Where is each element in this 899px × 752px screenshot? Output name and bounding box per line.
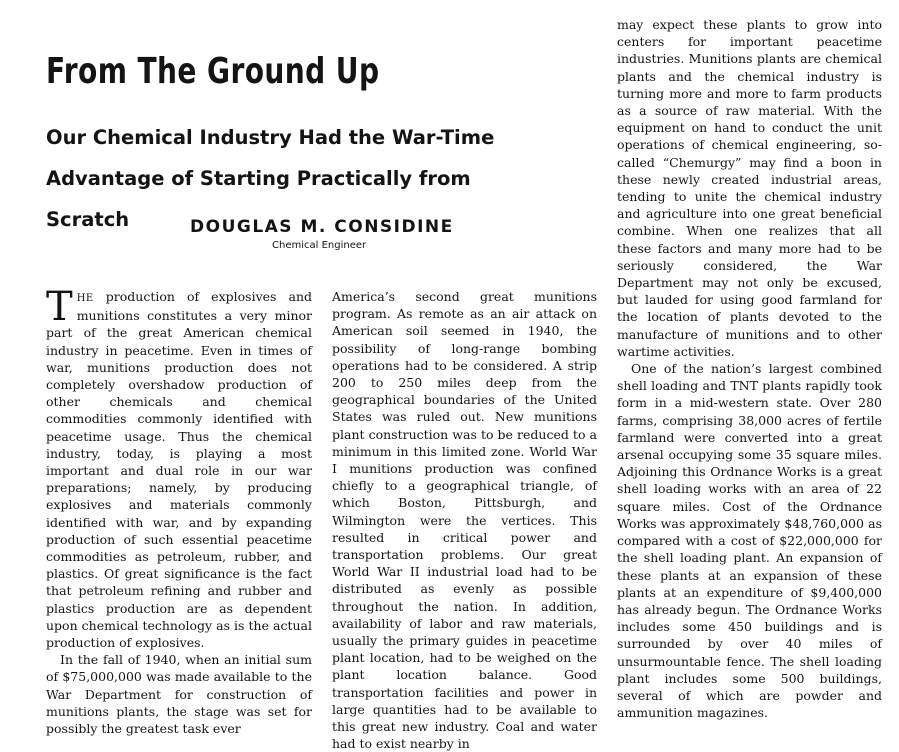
article-title: From The Ground Up — [46, 51, 380, 92]
paragraph-text: production of explosives and munitions constitutes a very minor part of the great American chemical industry in peacetime. Even in times of war, munitions production does not completely overshadow production of other chemicals and chemical commodities commonly identified with peacetime usage. Thus the chemical industry, today, is playing a most important and dual role in our war preparations; namely, by producing explosives and materials commonly identified with war, and by expanding production of such essential peacetime commodities as petroleum, rubber, and plastics. Of great significance is the fact that petroleum refining and rubber and plastics production are as dependent upon chemical technology as is the actual production of explosives. — [46, 289, 312, 651]
author-name: DOUGLAS M. CONSIDINE — [190, 217, 454, 237]
paragraph — [46, 284, 312, 651]
body-column-1 — [46, 284, 312, 737]
paragraph: may expect these plants to grow into centers for important peacetime industries. Munitions plants are chemical plants and the chemical industry is turning more and more to farm products as a source of raw material. With the equipment on hand to conduct the unit operations of chemical engineering, so-called “Chemurgy” may find a boon in these newly created industrial areas, tending to unite the chemical industry and agriculture into one great beneficial combine. When one realizes that all these factors and many more had to be seriously considered, the War Department may not only be excused, but lauded for using good farmland for the location of plants devoted to the manufacture of munitions and to other wartime activities. — [617, 17, 882, 359]
paragraph: In the fall of 1940, when an initial sum of $75,000,000 was made available to the War Department for construction of munitions plants, the stage was set for possibly the greatest task ever — [46, 652, 312, 737]
drop-cap: T — [46, 284, 73, 330]
article-subtitle: Our Chemical Industry Had the War-Time Advantage of Starting Practically from Scratch — [46, 126, 495, 231]
body-column-2 — [332, 288, 597, 752]
lead-small-caps: HE — [76, 293, 94, 304]
body-column-3 — [617, 16, 882, 723]
author-affiliation: Chemical Engineer — [272, 240, 367, 251]
paragraph: America’s second great munitions program. As remote as an air attack on American soil seemed in 1940, the possibility of long-range bombing operations had to be considered. A strip 200 to 250 miles deep from the geographical boundaries of the United States was ruled out. New munitions plant construction was to be reduced to a minimum in this limited zone. World War I munitions production was confined chiefly to a geographical triangle, of which Boston, Pittsburgh, and Wilmington were the vertices. This resulted in critical power and transportation problems. Our great World War II industrial load had to be distributed as evenly as possible throughout the nation. In addition, availability of labor and raw materials, usually the primary guides in peacetime plant location, had to be weighed on the plant location balance. Good transportation facilities and power in large quantities had to be available to this great new industry. Coal and water had to exist nearby in — [332, 289, 597, 752]
paragraph: One of the nation’s largest combined shell loading and TNT plants rapidly took form in a mid-western state. Over 280 farms, comprising 38,000 acres of fertile farmland were converted into a great arsenal occupying some 35 square miles. Adjoining this Ordnance Works is a great shell loading works with an area of 22 square miles. Cost of the Ordnance Works was approximately $48,760,000 as compared with a cost of $22,000,000 for the shell loading plant. An expansion of these plants at an expansion of these plants at an expenditure of $9,400,000 has already begun. The Ordnance Works includes some 450 buildings and is surrounded by over 40 miles of unsurmountable fence. The shell loading plant includes some 500 buildings, several of which are powder and ammunition magazines. — [617, 361, 882, 721]
